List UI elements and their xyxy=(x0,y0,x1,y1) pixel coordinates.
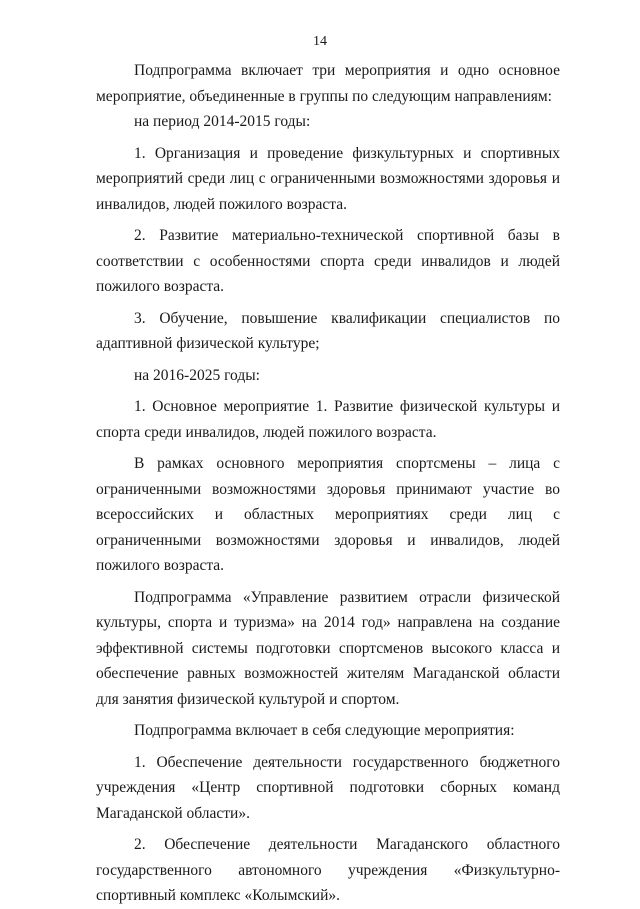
paragraph-item-3: 3. Обучение, повышение квалификации специалистов по адаптивной физической культуре; xyxy=(96,309,560,352)
paragraph-main-event-1: 1. Основное мероприятие 1. Развитие физической культуры и спорта среди инвалидов, людей пожилого возраста. xyxy=(96,398,560,441)
paragraph-event-2: 2. Обеспечение деятельности Магаданского областного государственного автономного учреждения «Физкультурно-спортивный комплекс «Колымский». xyxy=(96,836,560,904)
paragraph-athletes: В рамках основного мероприятия спортсмены – лица с ограниченными возможностями здоровья принимают участие во всероссийских и областных мероприятиях среди лиц с ограниченными возможностями здоровья и инвалидов, людей пожилого возраста. xyxy=(96,455,560,574)
paragraph-period-2016-2025: на 2016-2025 годы: xyxy=(134,366,260,384)
document-body xyxy=(96,58,560,909)
page-number: 14 xyxy=(313,34,327,49)
paragraph-subprogram-events: Подпрограмма включает в себя следующие мероприятия: xyxy=(134,722,515,739)
paragraph-intro: Подпрограмма включает три мероприятия и одно основное мероприятие, объединенные в группы по следующим направлениям: xyxy=(96,62,560,105)
paragraph-item-1: 1. Организация и проведение физкультурных и спортивных мероприятий среди лиц с ограниченными возможностями здоровья и инвалидов, людей пожилого возраста. xyxy=(96,144,560,213)
paragraph-item-2: 2. Развитие материально-технической спортивной базы в соответствии с особенностями спорта среди инвалидов и людей пожилого возраста. xyxy=(96,227,560,295)
paragraph-period-2014-2015: на период 2014-2015 годы: xyxy=(134,113,311,130)
paragraph-event-1: 1. Обеспечение деятельности государственного бюджетного учреждения «Центр спортивной подготовки сборных команд Магаданской области». xyxy=(96,753,560,822)
paragraph-subprogram-management: Подпрограмма «Управление развитием отрасли физической культуры, спорта и туризма» на 2014 год» направлена на создание эффективной системы подготовки спортсменов высокого класса и обеспечение равных возможностей жителям Магаданской области для занятия физической культурой и спортом. xyxy=(96,588,560,708)
